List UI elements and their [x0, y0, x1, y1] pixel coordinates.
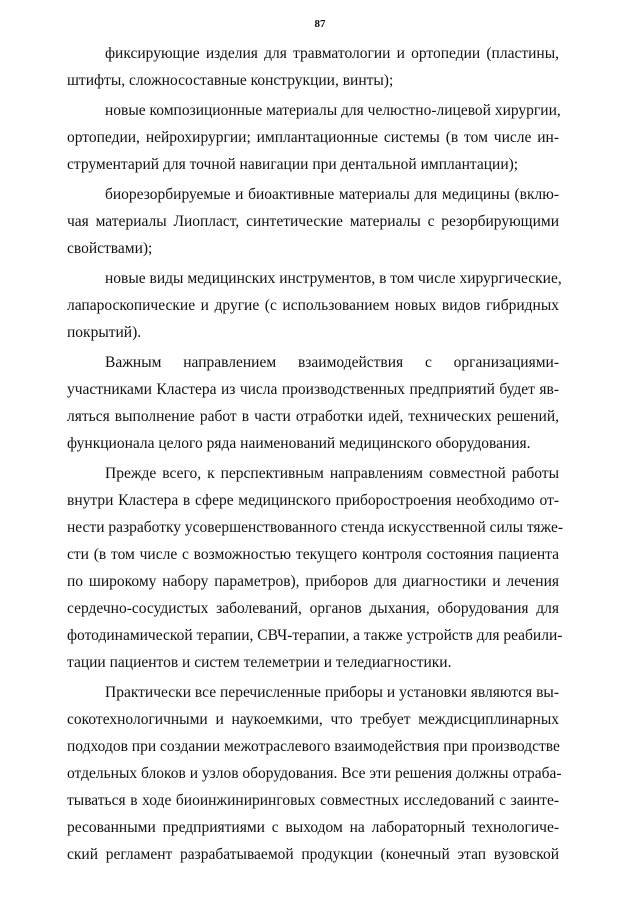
text-line: фотодинамической терапии, СВЧ-терапии, а также устройств для реабили-	[67, 627, 563, 644]
text-line: сокотехнологичными и наукоемкими, что требует междисциплинарных	[67, 711, 559, 728]
text-line: участниками Кластера из числа производственных предприятий будет яв-	[67, 381, 559, 398]
text-line: отдельных блоков и узлов оборудования. Все эти решения должны отраба-	[67, 765, 562, 782]
text-line: нести разработку усовершенствованного стенда искусственной силы тяже-	[67, 519, 564, 536]
text-body	[67, 40, 564, 868]
text-line: внутри Кластера в сфере медицинского приборостроения необходимо от-	[67, 492, 559, 509]
text-line: фиксирующие изделия для травматологии и ортопедии (пластины,	[105, 45, 559, 62]
text-line: по широкому набору параметров), приборов для диагностики и лечения	[67, 573, 559, 590]
text-line: свойствами);	[67, 240, 153, 257]
text-line: биорезорбируемые и биоактивные материалы для медицины (вклю-	[105, 186, 559, 203]
text-line: новые виды медицинских инструментов, в том числе хирургические,	[105, 270, 562, 287]
text-line: сти (в том числе с возможностью текущего контроля состояния пациента	[67, 546, 559, 563]
paragraph	[67, 349, 559, 457]
text-line: чая материалы Лиопласт, синтетические материалы с резорбирующими	[67, 213, 559, 230]
text-line: тываться в ходе биоинжиниринговых совместных исследований с заинте-	[67, 792, 559, 809]
text-line: подходов при создании межотраслевого взаимодействия при производстве	[67, 738, 560, 755]
text-line: покрытий).	[67, 324, 142, 341]
text-line: тации пациентов и систем телеметрии и теледиагностики.	[67, 654, 452, 671]
text-line: ортопедии, нейрохирургии; имплантационные системы (в том числе ин-	[67, 129, 559, 146]
text-line: штифты, сложносоставные конструкции, винты);	[67, 72, 394, 89]
text-line: лапароскопические и другие (с использованием новых видов гибридных	[67, 297, 559, 314]
page-number: 87	[314, 18, 326, 30]
paragraph	[67, 265, 562, 346]
paragraph	[67, 460, 564, 676]
text-line: ресованными предприятиями с выходом на лабораторный технологиче-	[67, 819, 559, 836]
paragraph	[67, 181, 559, 262]
text-line: Важным направлением взаимодействия с организациями-	[105, 354, 559, 371]
text-line: функционала целого ряда наименований медицинского оборудования.	[67, 435, 531, 452]
text-line: ский регламент разрабатываемой продукции (конечный этап вузовской	[67, 846, 559, 863]
paragraph	[67, 40, 559, 94]
text-line: новые композиционные материалы для челюстно-лицевой хирургии,	[105, 102, 561, 119]
paragraph	[67, 97, 559, 178]
text-line: Практически все перечисленные приборы и установки являются вы-	[105, 684, 559, 701]
text-line: ляться выполнение работ в части отработки идей, технических решений,	[67, 408, 559, 425]
text-line: сердечно-сосудистых заболеваний, органов дыхания, оборудования для	[67, 600, 559, 617]
text-line: Прежде всего, к перспективным направлениям совместной работы	[105, 465, 559, 482]
text-line: струментарий для точной навигации при дентальной имплантации);	[67, 156, 519, 173]
paragraph	[67, 679, 562, 868]
